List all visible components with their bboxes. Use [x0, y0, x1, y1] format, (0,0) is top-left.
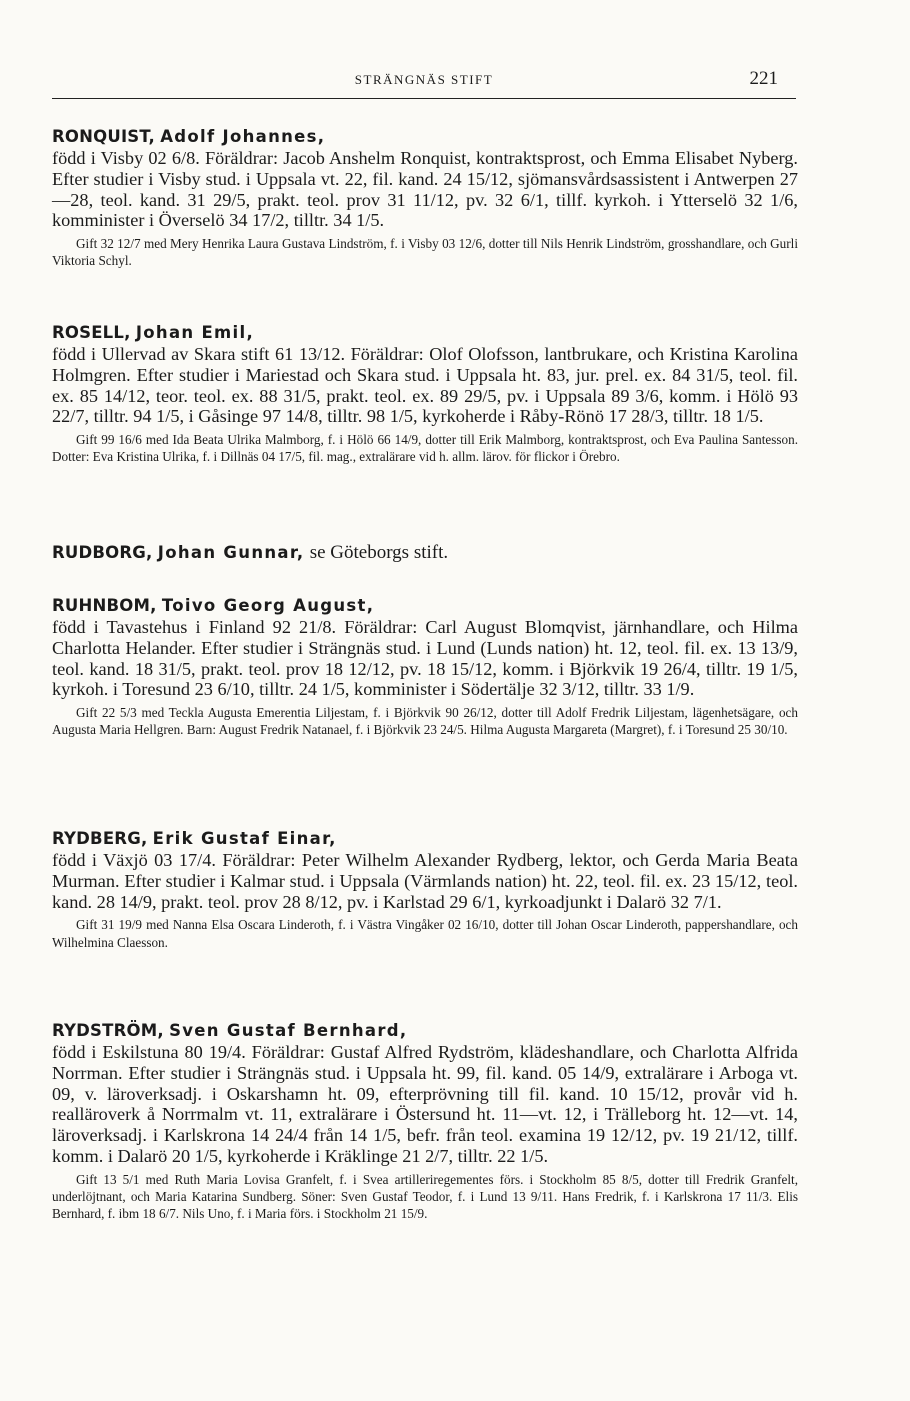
entry-name — [52, 1020, 798, 1042]
running-title: STRÄNGNÄS STIFT — [354, 72, 494, 87]
entry-surname: RONQUIST, — [52, 127, 155, 146]
entry-given-names: Erik Gustaf Einar, — [152, 829, 337, 848]
entry-surname: RUDBORG, — [52, 543, 153, 562]
entry-marriage: Gift 31 19/9 med Nanna Elsa Oscara Linderoth, f. i Västra Vingåker 02 16/10, dotter till Johan Oscar Linderoth, pappershandlare, och Wilhelmina Claesson. — [52, 917, 798, 950]
entry-rydstrom — [52, 1020, 798, 1223]
page-header — [52, 66, 796, 99]
entry-name — [52, 828, 798, 850]
page-number: 221 — [749, 68, 778, 89]
entry-rydberg — [52, 828, 798, 951]
entry-biography: född i Ullervad av Skara stift 61 13/12. Föräldrar: Olof Olofsson, lantbrukare, och Kristina Karolina Holmgren. Efter studier i Mariestad och Skara stud. i Uppsala ht. 83, jur. prel. ex. 84 31/5, teol. fil. ex. 85 14/12, teor. teol. ex. 88 31/5, prakt. teol. ex. 89 29/5, pv. i Uppsala 89 3/6, komm. i Hölö 93 22/7, tilltr. 94 1/5, i Gåsinge 97 14/8, tilltr. 98 1/5, kyrkoherde i Råby-Rönö 17 28/3, tilltr. 18 1/5. — [52, 344, 798, 427]
entry-name — [52, 126, 798, 148]
entry-given-names: Sven Gustaf Bernhard, — [169, 1021, 408, 1040]
entry-biography: född i Eskilstuna 80 19/4. Föräldrar: Gustaf Alfred Rydström, klädeshandlare, och Charlotta Alfrida Norrman. Efter studier i Strängnäs stud. i Uppsala ht. 99, fil. kand. 05 14/9, extralärare i Arboga vt. 09, v. läroverksadj. i Oskarshamn ht. 09, efterprövning till fil. kand. 10 15/12, provår vid h. realläroverk å Norrmalm vt. 11, extralärare i Östersund ht. 11—vt. 12, i Trälleborg ht. 12—vt. 14, läroverksadj. i Karlskrona 14 24/4 från 14 1/5, befr. från teol. examina 19 12/12, pv. 19 21/12, tillf. komm. i Dalarö 20 1/5, kyrkoherde i Kräklinge 21 2/7, tilltr. 22 1/5. — [52, 1042, 798, 1166]
entry-biography: född i Visby 02 6/8. Föräldrar: Jacob Anshelm Ronquist, kontraktsprost, och Emma Elisabet Nyberg. Efter studier i Visby stud. i Uppsala vt. 22, fil. kand. 24 15/12, sjömansvårdsassistent i Antwerpen 27—28, teol. kand. 31 29/5, prakt. teol. prov 31 11/12, pv. 32 6/1, tillf. kyrkoh. i Ytterselö 32 1/6, komminister i Överselö 34 17/2, tilltr. 34 1/5. — [52, 148, 798, 231]
entry-given-names: Toivo Georg August, — [161, 596, 375, 615]
entry-marriage: Gift 13 5/1 med Ruth Maria Lovisa Granfelt, f. i Svea artilleriregementes förs. i Stockholm 85 8/5, dotter till Fredrik Granfelt, underlöjtnant, och Maria Katarina Sundberg. Söner: Sven Gustaf Teodor, f. i Lund 13 9/11. Hans Fredrik, f. i Karlskrona 17 11/3. Elis Bernhard, f. ibm 18 6/7. Nils Uno, f. i Maria förs. i Stockholm 21 15/9. — [52, 1171, 798, 1222]
entry-rudborg — [52, 542, 798, 564]
entry-marriage: Gift 99 16/6 med Ida Beata Ulrika Malmborg, f. i Hölö 66 14/9, dotter till Erik Malmborg, kontraktsprost, och Eva Paulina Santesson. Dotter: Eva Kristina Ulrika, f. i Dillnäs 04 17/5, fil. mag., extralärare vid h. allm. lärov. för flickor i Örebro. — [52, 432, 798, 465]
entry-ruhnbom — [52, 595, 798, 739]
entry-surname: RYDSTRÖM, — [52, 1021, 164, 1040]
entry-marriage: Gift 32 12/7 med Mery Henrika Laura Gustava Lindström, f. i Visby 03 12/6, dotter till Nils Henrik Lindström, grosshandlare, och Gurli Viktoria Schyl. — [52, 236, 798, 269]
entry-ronquist — [52, 126, 798, 270]
entry-name — [52, 595, 798, 617]
entry-name — [52, 542, 798, 564]
entry-cross-reference: se Göteborgs stift. — [309, 542, 449, 563]
entry-given-names: Johan Emil, — [135, 323, 255, 342]
entry-given-names: Johan Gunnar, — [157, 543, 305, 562]
entry-marriage: Gift 22 5/3 med Teckla Augusta Emerentia Liljestam, f. i Björkvik 90 26/12, dotter till Adolf Fredrik Liljestam, lägenhetsägare, och Augusta Maria Hellgren. Barn: August Fredrik Natanael, f. i Björkvik 23 24/5. Hilma Augusta Margareta (Margret), f. i Toresund 25 30/10. — [52, 705, 798, 738]
entry-name — [52, 322, 798, 344]
entry-given-names: Adolf Johannes, — [160, 127, 326, 146]
entry-surname: RUHNBOM, — [52, 596, 157, 615]
entry-biography: född i Växjö 03 17/4. Föräldrar: Peter Wilhelm Alexander Rydberg, lektor, och Gerda Maria Beata Murman. Efter studier i Kalmar stud. i Uppsala (Värmlands nation) ht. 22, teol. fil. ex. 23 15/12, teol. kand. 28 14/9, prakt. teol. prov 28 8/12, pv. i Karlstad 29 6/1, kyrkoadjunkt i Dalarö 32 7/1. — [52, 850, 798, 912]
entry-rosell — [52, 322, 798, 466]
entry-surname: ROSELL, — [52, 323, 131, 342]
entry-biography: född i Tavastehus i Finland 92 21/8. Föräldrar: Carl August Blomqvist, järnhandlare, och Hilma Charlotta Helander. Efter studier i Strängnäs stud. i Lund (Lunds nation) ht. 12, teol. fil. ex. 13 13/9, teol. kand. 18 31/5, prakt. teol. prov 18 12/12, pv. 18 15/12, komm. i Björkvik 19 26/4, tilltr. 19 1/5, kyrkoh. i Toresund 23 6/10, tilltr. 24 1/5, komminister i Södertälje 32 3/12, tilltr. 33 1/9. — [52, 617, 798, 700]
entry-surname: RYDBERG, — [52, 829, 148, 848]
